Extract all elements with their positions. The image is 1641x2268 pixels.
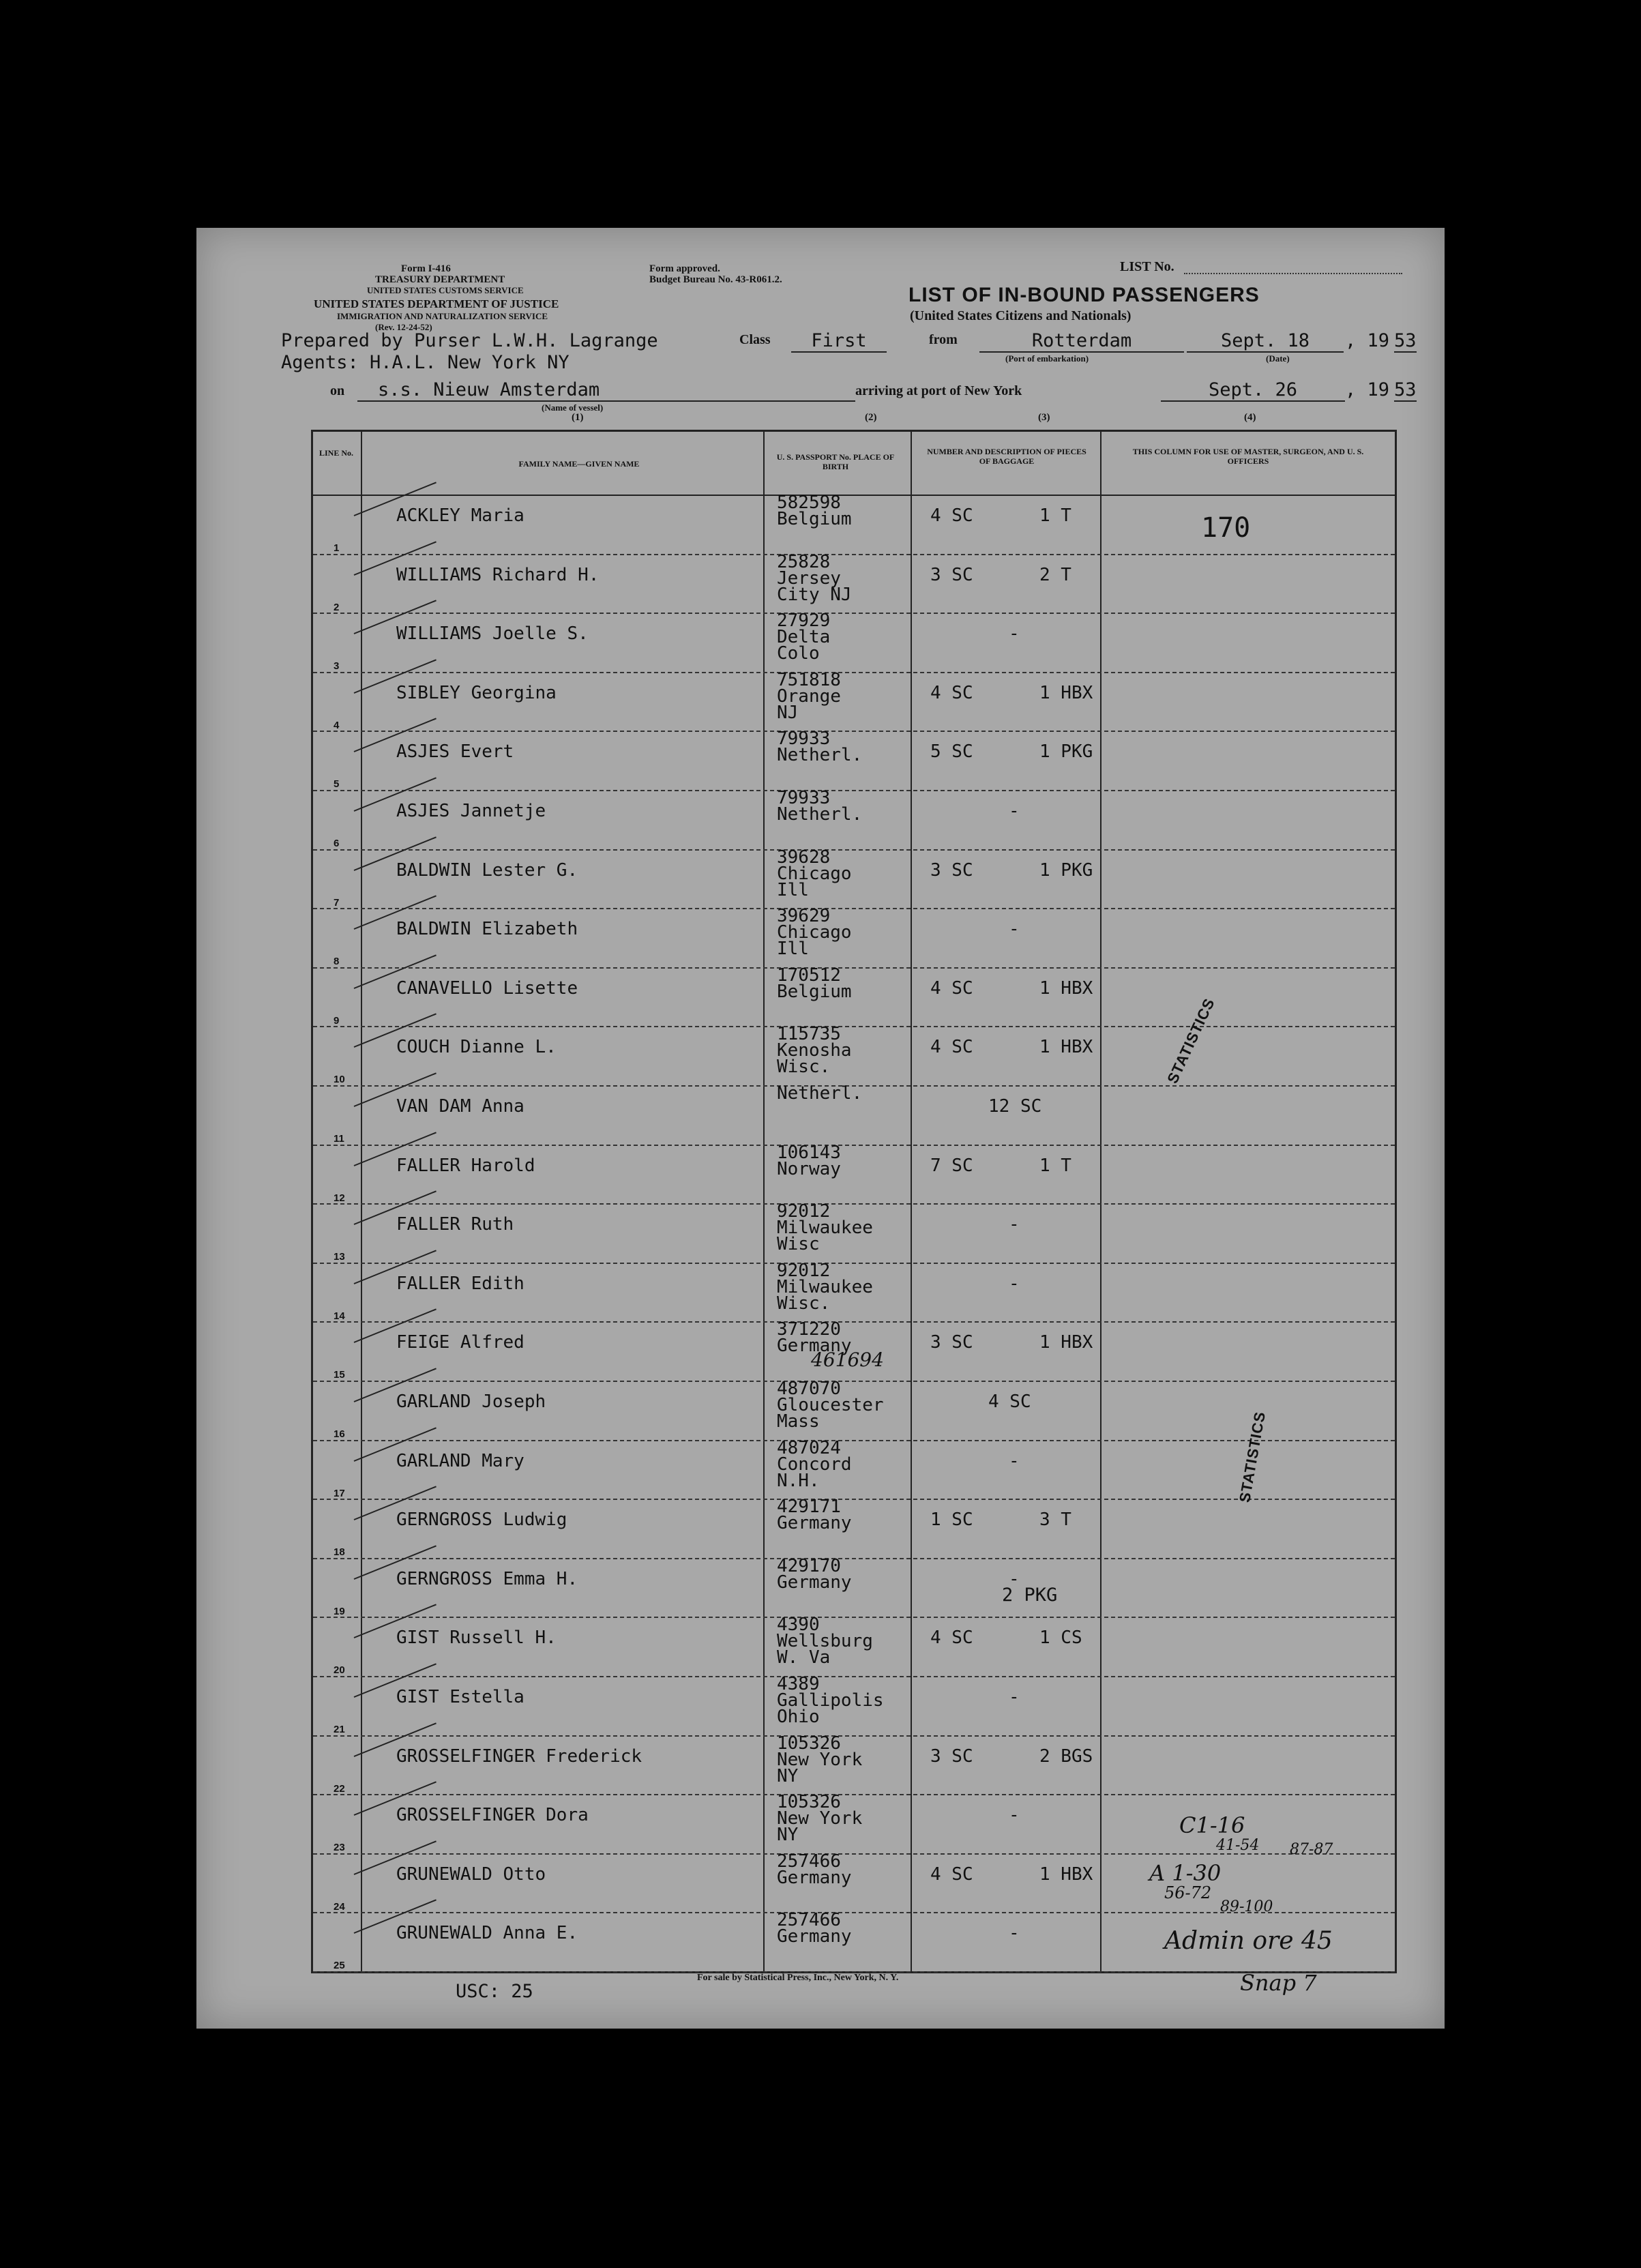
vessel-name: s.s. Nieuw Amsterdam <box>357 379 855 402</box>
passport-line: 92012 <box>777 1201 831 1222</box>
table-row <box>313 1026 1395 1085</box>
arriving-label: arriving at port of New York <box>855 383 1022 398</box>
line-number: 14 <box>334 1310 345 1322</box>
baggage-extra: 1 PKG <box>1039 859 1093 881</box>
baggage-count: 4 SC <box>930 682 973 703</box>
handwritten-56: 56-72 <box>1164 1883 1212 1902</box>
passport-line: Chicago <box>777 922 852 943</box>
passport-line: 371220 <box>777 1319 841 1340</box>
passport-line: N.H. <box>777 1470 820 1491</box>
passport-cell <box>777 1853 852 1886</box>
passenger-name: GRUNEWALD Anna E. <box>396 1923 578 1944</box>
form-number: Form I-416 <box>401 263 451 274</box>
baggage-none: - <box>1009 1273 1020 1294</box>
baggage-extra: 1 PKG <box>1039 741 1093 763</box>
passport-line: W. Va <box>777 1647 831 1668</box>
passport-cell <box>777 1497 852 1534</box>
table-row <box>313 610 1395 673</box>
column-officers: THIS COLUMN FOR USE OF MASTER, SURGEON, AND U. S. OFFICERS <box>1132 447 1364 466</box>
table-row <box>313 1617 1395 1676</box>
passport-line: Ill <box>777 879 809 900</box>
caption-4: (4) <box>1244 412 1256 423</box>
passenger-name: GIST Estella <box>396 1687 524 1707</box>
passport-line: 25828 <box>777 551 831 572</box>
passport-line: New York <box>777 1749 863 1770</box>
passport-line: Ohio <box>777 1707 820 1727</box>
passport-line: 105326 <box>777 1792 841 1813</box>
table-row <box>313 790 1395 849</box>
baggage-count: 4 SC <box>988 1391 1031 1412</box>
extra-pkg-note: 2 PKG <box>1002 1585 1058 1606</box>
baggage-none: - <box>1009 1450 1020 1471</box>
table-row <box>313 1085 1395 1145</box>
line-number: 22 <box>334 1782 345 1795</box>
passenger-name: GERNGROSS Ludwig <box>396 1509 567 1531</box>
handwritten-c1: C1-16 <box>1179 1812 1245 1838</box>
line-number: 7 <box>334 896 340 909</box>
line-number: 24 <box>334 1900 345 1913</box>
passenger-name: FALLER Harold <box>396 1155 535 1176</box>
on-label: on <box>330 383 345 398</box>
table-row <box>313 669 1395 731</box>
usc-count: USC: 25 <box>456 1981 533 2002</box>
caption-3: (3) <box>1038 412 1050 423</box>
passenger-name: GROSSELFINGER Frederick <box>396 1746 642 1767</box>
passenger-name: SIBLEY Georgina <box>396 682 557 703</box>
passport-cell <box>777 551 852 605</box>
passport-cell <box>777 1676 884 1725</box>
baggage-count: 3 SC <box>930 859 973 881</box>
line-number: 21 <box>334 1724 345 1735</box>
line-number: 9 <box>334 1014 340 1027</box>
passport-cell <box>777 1735 862 1784</box>
statistics-stamp: STATISTICS <box>1236 1410 1269 1504</box>
passenger-name: GERNGROSS Emma H. <box>396 1568 578 1589</box>
table-row <box>313 1142 1395 1204</box>
passport-line: Netherl. <box>777 804 863 825</box>
form-approved: Form approved. <box>649 263 720 274</box>
passenger-name: ASJES Jannetje <box>396 801 546 821</box>
passport-cell <box>777 1142 841 1179</box>
justice-dept: UNITED STATES DEPARTMENT OF JUSTICE <box>314 297 559 310</box>
baggage-extra: 1 HBX <box>1039 977 1093 999</box>
budget-bureau: Budget Bureau No. 43-R061.2. <box>649 274 782 285</box>
baggage-extra: 1 HBX <box>1039 1864 1093 1885</box>
list-no-label: LIST No. <box>1120 259 1174 274</box>
passport-cell <box>777 1792 863 1846</box>
column-name: FAMILY NAME—GIVEN NAME <box>518 459 640 469</box>
passport-line: Jersey <box>777 568 841 589</box>
baggage-none: - <box>1009 801 1020 821</box>
baggage-extra: 1 T <box>1039 1155 1071 1176</box>
baggage-extra: 1 HBX <box>1039 682 1093 703</box>
passport-line: Belgium <box>777 509 852 529</box>
passport-line: Norway <box>777 1158 841 1179</box>
line-number: 2 <box>334 601 340 613</box>
table-row <box>313 1555 1395 1617</box>
passenger-name: COUCH Dianne L. <box>396 1037 557 1058</box>
passport-cell <box>777 1085 862 1102</box>
caption-2: (2) <box>865 412 877 423</box>
passport-line: Germany <box>777 1513 852 1534</box>
passenger-name: BALDWIN Lester G. <box>396 859 578 881</box>
table-row <box>313 1735 1395 1795</box>
line-number: 15 <box>334 1369 345 1381</box>
passport-line: 170512 <box>777 964 841 986</box>
treasury-dept: TREASURY DEPARTMENT <box>375 274 505 285</box>
passenger-name: ACKLEY Maria <box>396 505 524 526</box>
table-row <box>313 908 1395 967</box>
passenger-name: CANAVELLO Lisette <box>396 977 578 999</box>
passport-line: NY <box>777 1825 799 1846</box>
passport-line: 429171 <box>777 1497 841 1518</box>
class-value: First <box>791 330 887 353</box>
line-number: 8 <box>334 956 340 968</box>
passport-cell <box>777 1381 884 1430</box>
line-number: 25 <box>334 1960 345 1972</box>
passport-line: Ill <box>777 939 809 960</box>
arrival-year-prefix: , 19 <box>1345 379 1390 400</box>
arrival-date: Sept. 26 <box>1161 379 1345 402</box>
list-no-line <box>1184 273 1402 274</box>
table-row <box>313 1260 1395 1322</box>
line-number: 12 <box>334 1192 345 1204</box>
column-line-no: LINE No. <box>319 448 353 458</box>
naturalization-service: IMMIGRATION AND NATURALIZATION SERVICE <box>337 311 548 321</box>
passport-cell <box>777 906 852 960</box>
passport-line: 106143 <box>777 1142 841 1163</box>
baggage-extra: 2 BGS <box>1039 1746 1093 1767</box>
passport-line: Concord <box>777 1454 852 1475</box>
baggage-count: 7 SC <box>930 1155 973 1176</box>
table-row <box>313 551 1395 613</box>
line-number: 19 <box>334 1605 345 1617</box>
line-number: 13 <box>334 1251 345 1263</box>
baggage-none: - <box>1009 919 1020 940</box>
passport-line: Chicago <box>777 863 852 884</box>
line-number: 20 <box>334 1664 345 1677</box>
document-subtitle: (United States Citizens and Nationals) <box>910 308 1132 323</box>
baggage-extra: 1 HBX <box>1039 1037 1093 1058</box>
passport-cell <box>777 1437 852 1491</box>
passport-cell <box>777 1912 852 1945</box>
passport-line: 39628 <box>777 846 831 868</box>
passport-cell <box>777 1617 873 1666</box>
baggage-count: 4 SC <box>930 977 973 999</box>
baggage-extra: 2 T <box>1039 564 1071 585</box>
passport-line: New York <box>777 1808 863 1829</box>
line-number: 1 <box>334 542 340 554</box>
table-row <box>313 846 1395 909</box>
vessel-caption: (Name of vessel) <box>542 402 604 413</box>
passport-cell <box>777 1201 873 1255</box>
handwritten-passport-11: 461694 <box>811 1349 884 1371</box>
table-row <box>313 1203 1395 1263</box>
passport-line: NJ <box>777 702 799 723</box>
passport-line: Netherl. <box>777 745 863 766</box>
handwritten-89: 89-100 <box>1220 1898 1273 1915</box>
baggage-count: 5 SC <box>930 741 973 763</box>
passport-cell <box>777 492 852 529</box>
passport-line: Germany <box>777 1336 852 1357</box>
passport-line: 257466 <box>777 1910 841 1931</box>
passenger-name: GIST Russell H. <box>396 1628 557 1649</box>
table-row <box>313 1381 1395 1440</box>
passenger-name: FALLER Edith <box>396 1273 524 1294</box>
baggage-none: - <box>1009 1805 1020 1826</box>
passport-line: Germany <box>777 1867 852 1888</box>
passport-line: 79933 <box>777 788 831 808</box>
baggage-count: 4 SC <box>930 1037 973 1058</box>
baggage-count: 4 SC <box>930 1864 973 1885</box>
arrival-year: 53 <box>1394 379 1417 400</box>
passport-line: 115735 <box>777 1024 841 1045</box>
passport-line: Wisc. <box>777 1293 831 1314</box>
prepared-by: Prepared by Purser L.W.H. Lagrange <box>281 330 658 351</box>
agents: Agents: H.A.L. New York NY <box>281 352 570 373</box>
handwritten-41: 41-54 <box>1216 1837 1260 1854</box>
passport-line: 429170 <box>777 1555 841 1576</box>
departure-year-prefix: , 19 <box>1345 330 1390 351</box>
document-title: LIST OF IN-BOUND PASSENGERS <box>908 284 1260 306</box>
line-number: 10 <box>334 1074 345 1086</box>
baggage-count: 12 SC <box>988 1096 1042 1117</box>
passport-line: Netherl. <box>777 1083 863 1104</box>
passport-cell <box>777 846 852 900</box>
passport-line: Milwaukee <box>777 1276 873 1297</box>
passport-line: 487024 <box>777 1437 841 1458</box>
passenger-table <box>311 430 1397 1973</box>
passenger-name: ASJES Evert <box>396 741 514 763</box>
passport-line: Wisc. <box>777 1057 831 1078</box>
handwritten-a1: A 1-30 <box>1149 1860 1222 1886</box>
handwritten-snap: Snap 7 <box>1240 1970 1317 1996</box>
baggage-extra: 1 CS <box>1039 1628 1082 1649</box>
passenger-name: FEIGE Alfred <box>396 1332 524 1353</box>
passport-line: 4389 <box>777 1674 820 1694</box>
passport-line: Germany <box>777 1926 852 1947</box>
passenger-name: WILLIAMS Richard H. <box>396 564 600 585</box>
passport-cell <box>777 669 841 723</box>
passport-cell <box>777 1555 852 1593</box>
line-number: 23 <box>334 1842 345 1854</box>
handwritten-admin: Admin ore 45 <box>1164 1927 1333 1955</box>
passenger-name: GARLAND Joseph <box>396 1391 546 1412</box>
line-number: 3 <box>334 660 340 673</box>
baggage-none: - <box>1009 623 1020 645</box>
line-number: 18 <box>334 1546 345 1559</box>
passport-line: NY <box>777 1765 799 1786</box>
baggage-none: - <box>1009 1687 1020 1707</box>
passport-line: Colo <box>777 643 820 664</box>
baggage-extra: 1 HBX <box>1039 1332 1093 1353</box>
baggage-none: - <box>1009 1568 1020 1589</box>
passport-line: 257466 <box>777 1851 841 1872</box>
passport-line: 751818 <box>777 669 841 690</box>
table-row <box>313 1676 1395 1735</box>
baggage-none: - <box>1009 1923 1020 1944</box>
passport-line: Gloucester <box>777 1395 884 1415</box>
manifest-sheet <box>196 228 1445 2029</box>
passport-line: 582598 <box>777 492 841 513</box>
passport-cell <box>777 728 863 766</box>
caption-1: (1) <box>572 412 584 423</box>
departure-date: Sept. 18 <box>1187 330 1344 353</box>
passport-line: Mass <box>777 1411 820 1432</box>
passport-line: Wisc <box>777 1234 820 1255</box>
line-number: 5 <box>334 778 340 791</box>
baggage-count: 1 SC <box>930 1509 973 1531</box>
passport-line: Kenosha <box>777 1040 852 1061</box>
passenger-name: GRUNEWALD Otto <box>396 1864 546 1885</box>
passenger-name: BALDWIN Elizabeth <box>396 919 578 940</box>
passport-line: 4390 <box>777 1615 820 1636</box>
from-label: from <box>929 332 958 347</box>
passport-line: 92012 <box>777 1260 831 1281</box>
baggage-count: 4 SC <box>930 505 973 526</box>
class-label: Class <box>739 332 771 347</box>
statistics-stamp: STATISTICS <box>1164 995 1218 1087</box>
passport-line: City NJ <box>777 584 852 605</box>
table-row <box>313 1437 1395 1499</box>
passport-line: Wellsburg <box>777 1631 873 1652</box>
baggage-count: 3 SC <box>930 564 973 585</box>
customs-service: UNITED STATES CUSTOMS SERVICE <box>367 285 524 295</box>
passenger-name: GROSSELFINGER Dora <box>396 1805 589 1826</box>
baggage-none: - <box>1009 1214 1020 1235</box>
passenger-name: VAN DAM Anna <box>396 1096 524 1117</box>
column-baggage: NUMBER AND DESCRIPTION OF PIECES OF BAGGAGE <box>927 447 1086 466</box>
line-number: 6 <box>334 838 340 849</box>
passport-line: Gallipolis <box>777 1690 884 1711</box>
passport-line: 79933 <box>777 728 831 750</box>
footer-sale-note: For sale by Statistical Press, Inc., New York, N. Y. <box>697 1973 899 1983</box>
handwritten-87: 87-87 <box>1290 1841 1333 1858</box>
passenger-name: FALLER Ruth <box>396 1214 514 1235</box>
passenger-name: WILLIAMS Joelle S. <box>396 623 589 645</box>
table-row <box>313 728 1395 791</box>
passport-line: 39629 <box>777 906 831 927</box>
baggage-count: 3 SC <box>930 1746 973 1767</box>
table-row <box>313 1499 1395 1558</box>
passport-cell <box>777 1260 873 1314</box>
passport-line: 105326 <box>777 1733 841 1754</box>
line-number: 4 <box>334 719 340 731</box>
passport-line: 487070 <box>777 1379 841 1399</box>
passport-cell <box>777 610 831 664</box>
passenger-name: GARLAND Mary <box>396 1450 524 1471</box>
line-number: 17 <box>334 1487 345 1499</box>
passport-cell <box>777 1024 852 1078</box>
baggage-count: 3 SC <box>930 1332 973 1353</box>
baggage-extra: 1 T <box>1039 505 1071 526</box>
baggage-count: 4 SC <box>930 1628 973 1649</box>
port-embarkation-caption: (Port of embarkation) <box>1005 353 1089 364</box>
passport-cell <box>777 790 862 823</box>
passport-line: Germany <box>777 1572 852 1593</box>
departure-year: 53 <box>1394 330 1417 351</box>
passport-line: Orange <box>777 686 841 707</box>
officer-note-170: 170 <box>1201 512 1251 544</box>
passport-line: 27929 <box>777 610 831 632</box>
baggage-extra: 3 T <box>1039 1509 1071 1531</box>
passport-line: Milwaukee <box>777 1218 873 1239</box>
line-number: 16 <box>334 1428 345 1440</box>
passport-line: Belgium <box>777 981 852 1002</box>
line-number: 11 <box>334 1133 344 1145</box>
passport-line: Delta <box>777 627 831 648</box>
passport-cell <box>777 964 852 1002</box>
from-value: Rotterdam <box>979 330 1184 353</box>
revision: (Rev. 12-24-52) <box>375 322 432 332</box>
column-passport: U. S. PASSPORT No. PLACE OF BIRTH <box>776 452 895 471</box>
table-row <box>313 964 1395 1027</box>
date-caption: (Date) <box>1266 353 1290 364</box>
